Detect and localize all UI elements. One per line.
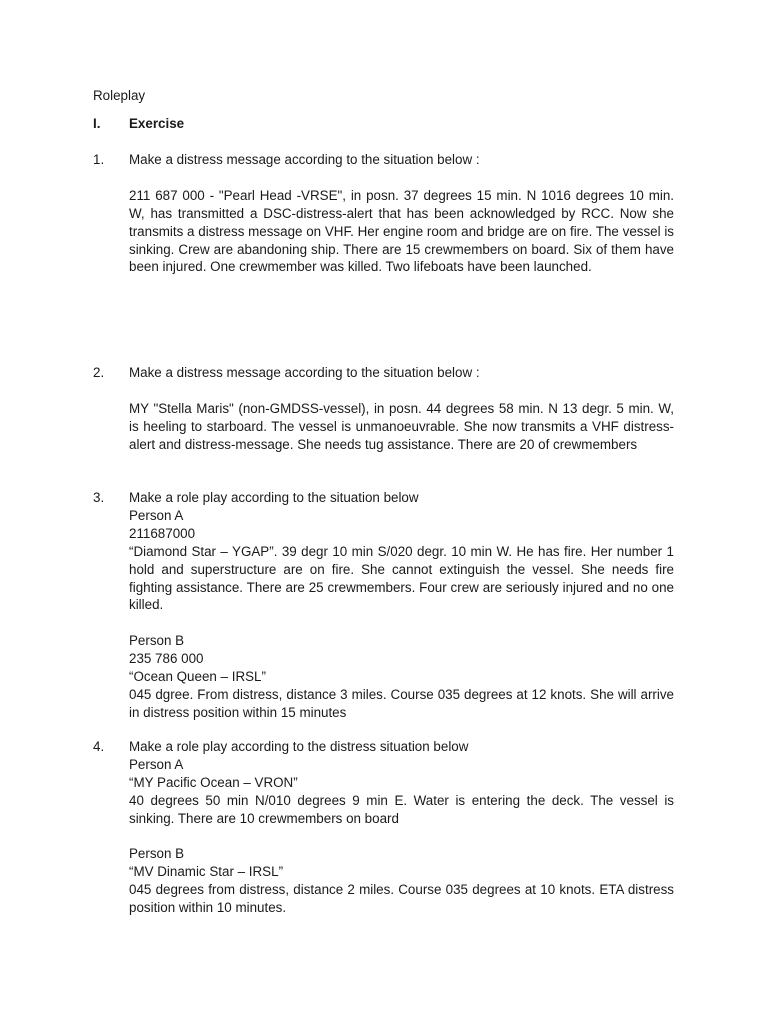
exercise-item-4 <box>93 738 674 917</box>
person-a-mmsi: 211687000 <box>129 525 196 541</box>
person-a-details: “Diamond Star – YGAP”. 39 degr 10 min S/020 degr. 10 min W. He has fire. Her number 1 hold and superstructure are on fire. She cannot extinguish the vessel. She needs fire fighting assistance. There are 25 crewmembers. Four crew are seriously injured and no one killed. <box>129 543 674 613</box>
person-b-mmsi: 235 786 000 <box>129 651 204 667</box>
item-number: 2. <box>93 365 105 380</box>
item-instruction: Make a role play according to the situation below <box>129 490 419 505</box>
person-b-name: “MV Dinamic Star – IRSL” <box>129 864 284 880</box>
person-a-name: “MY Pacific Ocean – VRON” <box>129 774 298 790</box>
item-paragraph: MY "Stella Maris" (non-GMDSS-vessel), in posn. 44 degrees 58 min. N 13 degr. 5 min. W, is heeling to starboard. The vessel is unmanoeuvrable. She now transmits a VHF distress-alert and distress-message. She needs tug assistance. There are 20 of crewmembers <box>129 400 674 452</box>
item-instruction: Make a distress message according to the situation below : <box>129 365 480 380</box>
exercise-item-2 <box>93 364 674 454</box>
section-number: I. <box>93 116 101 131</box>
section-label: Exercise <box>129 116 185 131</box>
person-b-details: 045 degrees from distress, distance 2 miles. Course 035 degrees at 10 knots. ETA distress position within 10 minutes. <box>129 882 674 916</box>
person-b-label: Person B <box>129 846 185 862</box>
item-number: 4. <box>93 739 105 754</box>
person-a-label: Person A <box>129 756 184 772</box>
person-b-details: 045 dgree. From distress, distance 3 miles. Course 035 degrees at 12 knots. She will arrive in distress position within 15 minutes <box>129 686 674 720</box>
item-instruction: Make a distress message according to the situation below : <box>129 152 480 167</box>
document-title: Roleplay <box>93 88 146 103</box>
person-a-label: Person A <box>129 507 184 523</box>
item-instruction: Make a role play according to the distress situation below <box>129 739 469 754</box>
item-number: 1. <box>93 152 105 167</box>
exercise-item-1 <box>93 151 674 276</box>
person-b-label: Person B <box>129 633 185 649</box>
person-a-details: 40 degrees 50 min N/010 degrees 9 min E. Water is entering the deck. The vessel is sinking. There are 10 crewmembers on board <box>129 792 674 826</box>
item-number: 3. <box>93 490 105 505</box>
exercise-item-3 <box>93 489 674 722</box>
person-b-name: “Ocean Queen – IRSL” <box>129 669 266 685</box>
item-paragraph: 211 687 000 - "Pearl Head -VRSE", in posn. 37 degrees 15 min. N 1016 degrees 10 min. W, has transmitted a DSC-distress-alert that has been acknowledged by RCC. Now she transmits a distress message on VHF. Her engine room and bridge are on fire. The vessel is sinking. Crew are abandoning ship. There are 15 crewmembers on board. Six of them have been injured. One crewmember was killed. Two lifeboats have been launched. <box>129 187 674 275</box>
